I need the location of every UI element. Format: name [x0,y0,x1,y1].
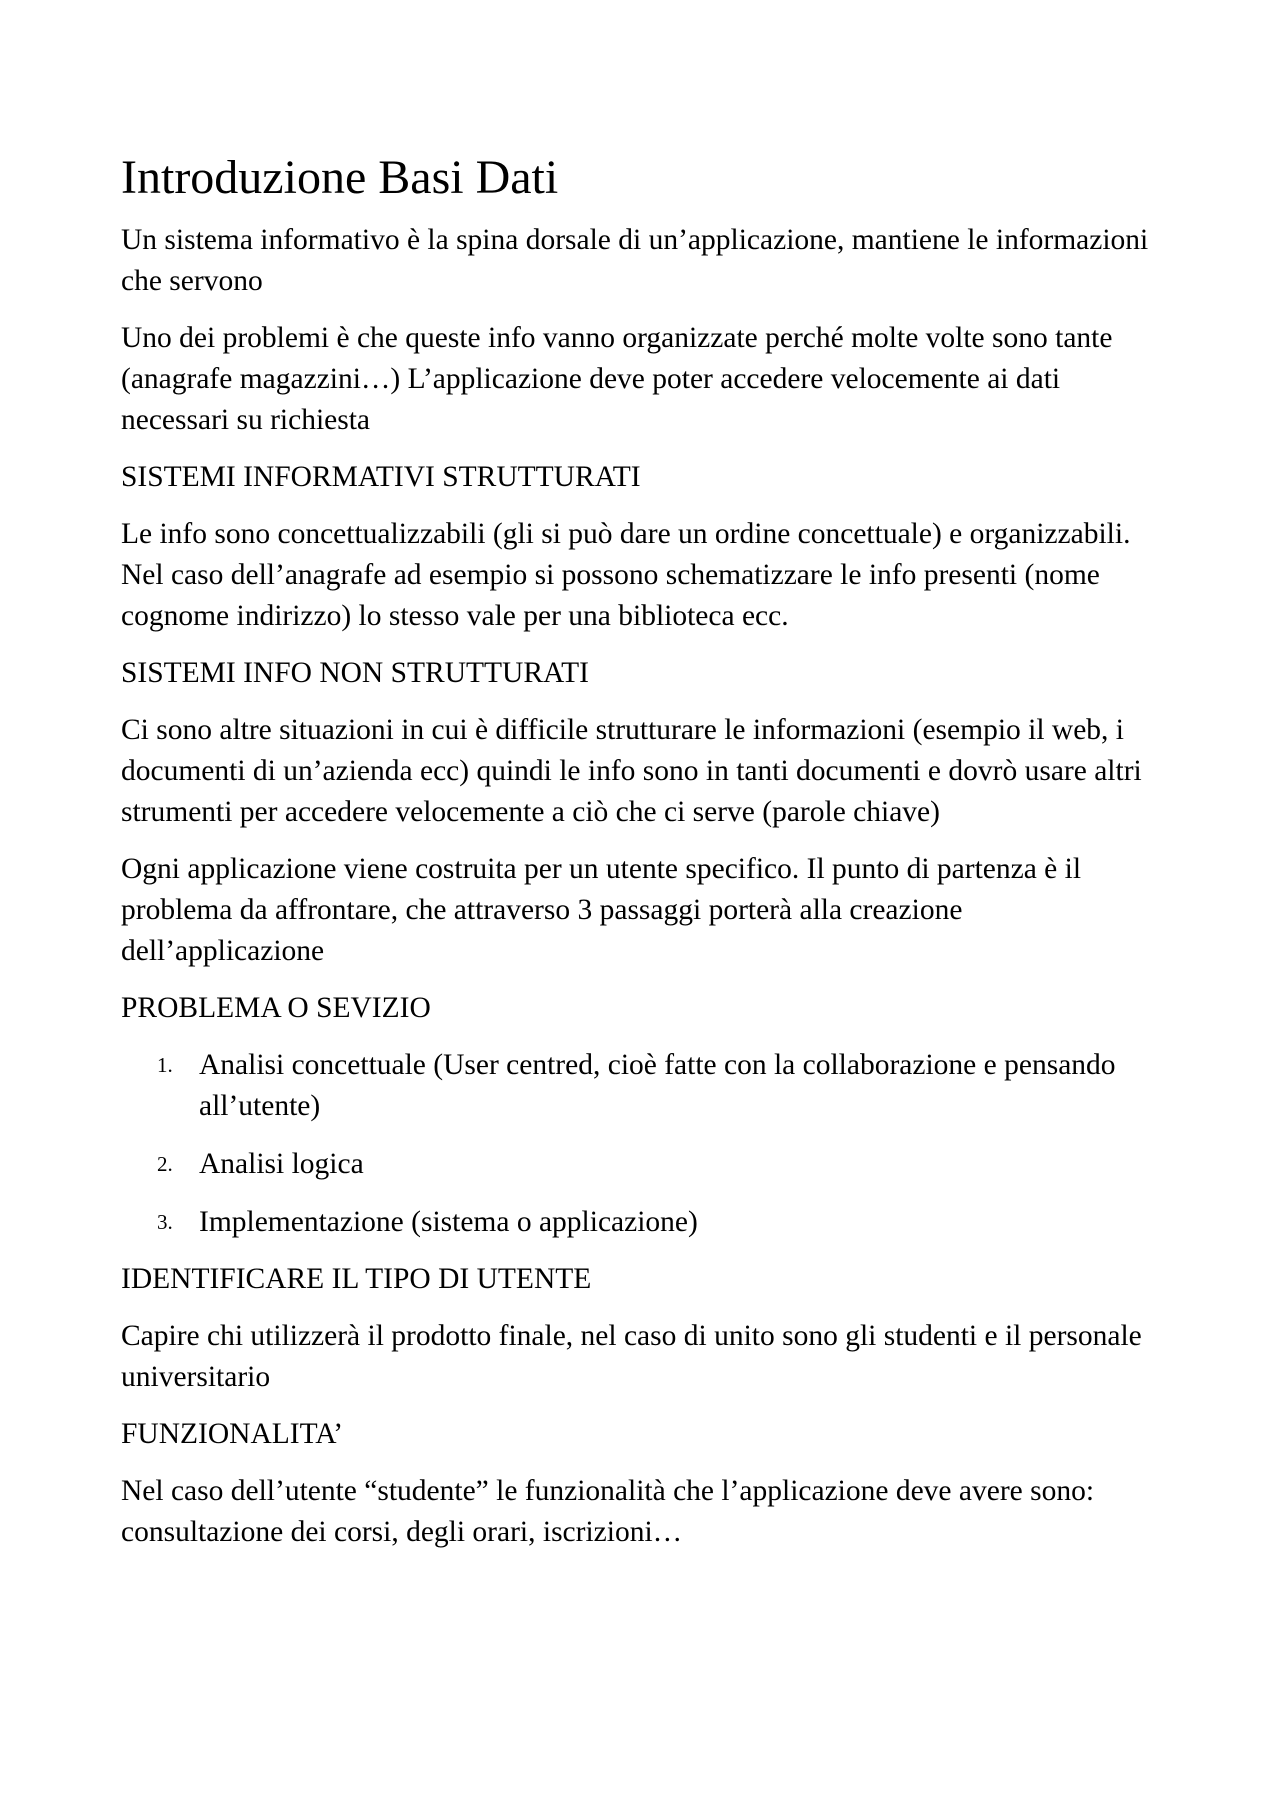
list-item-number: 3. [157,1210,173,1234]
list-item-text: Analisi concettuale (User centred, cioè fatte con la collaborazione e pensando all’utente) [199,1049,1116,1122]
document-content [121,150,1171,1569]
section-heading-user: IDENTIFICARE IL TIPO DI UTENTE [121,1263,592,1295]
list-item-number: 2. [157,1152,173,1176]
paragraph-problems: Uno dei problemi è che queste info vanno organizzate perché molte volte sono tante (anagrafe magazzini…) L’applicazione deve poter accedere velocemente ai dati necessari su richiesta [121,322,1113,436]
list-item [121,1045,1171,1127]
paragraph-features: Nel caso dell’utente “studente” le funzionalità che l’applicazione deve avere sono: consultazione dei corsi, degli orari, iscrizioni… [121,1475,1095,1548]
section-heading-features: FUNZIONALITA’ [121,1418,344,1450]
list-item [121,1202,1171,1243]
list-item-text: Analisi logica [199,1148,364,1180]
paragraph-structured: Le info sono concettualizzabili (gli si può dare un ordine concettuale) e organizzabili. Nel caso dell’anagrafe ad esempio si possono schematizzare le info presenti (nome cognome indirizzo) lo stesso vale per una biblioteca ecc. [121,518,1131,632]
section-heading-structured: SISTEMI INFORMATIVI STRUTTURATI [121,461,641,493]
section-heading-unstructured: SISTEMI INFO NON STRUTTURATI [121,657,589,689]
paragraph-intro: Un sistema informativo è la spina dorsale di un’applicazione, mantiene le informazioni che servono [121,224,1149,297]
paragraph-user: Capire chi utilizzerà il prodotto finale, nel caso di unito sono gli studenti e il personale universitario [121,1320,1142,1393]
list-item-number: 1. [157,1053,173,1077]
list-item-text: Implementazione (sistema o applicazione) [199,1206,698,1238]
paragraph-application: Ogni applicazione viene costruita per un utente specifico. Il punto di partenza è il problema da affrontare, che attraverso 3 passaggi porterà alla creazione dell’applicazione [121,853,1082,967]
list-item [121,1144,1171,1185]
section-heading-problem: PROBLEMA O SEVIZIO [121,992,431,1024]
paragraph-unstructured: Ci sono altre situazioni in cui è difficile strutturare le informazioni (esempio il web, i documenti di un’azienda ecc) quindi le info sono in tanti documenti e dovrò usare altri strumenti per accedere velocemente a ciò che ci serve (parole chiave) [121,714,1142,828]
steps-list [121,1045,1171,1243]
document-title: Introduzione Basi Dati [121,151,559,204]
